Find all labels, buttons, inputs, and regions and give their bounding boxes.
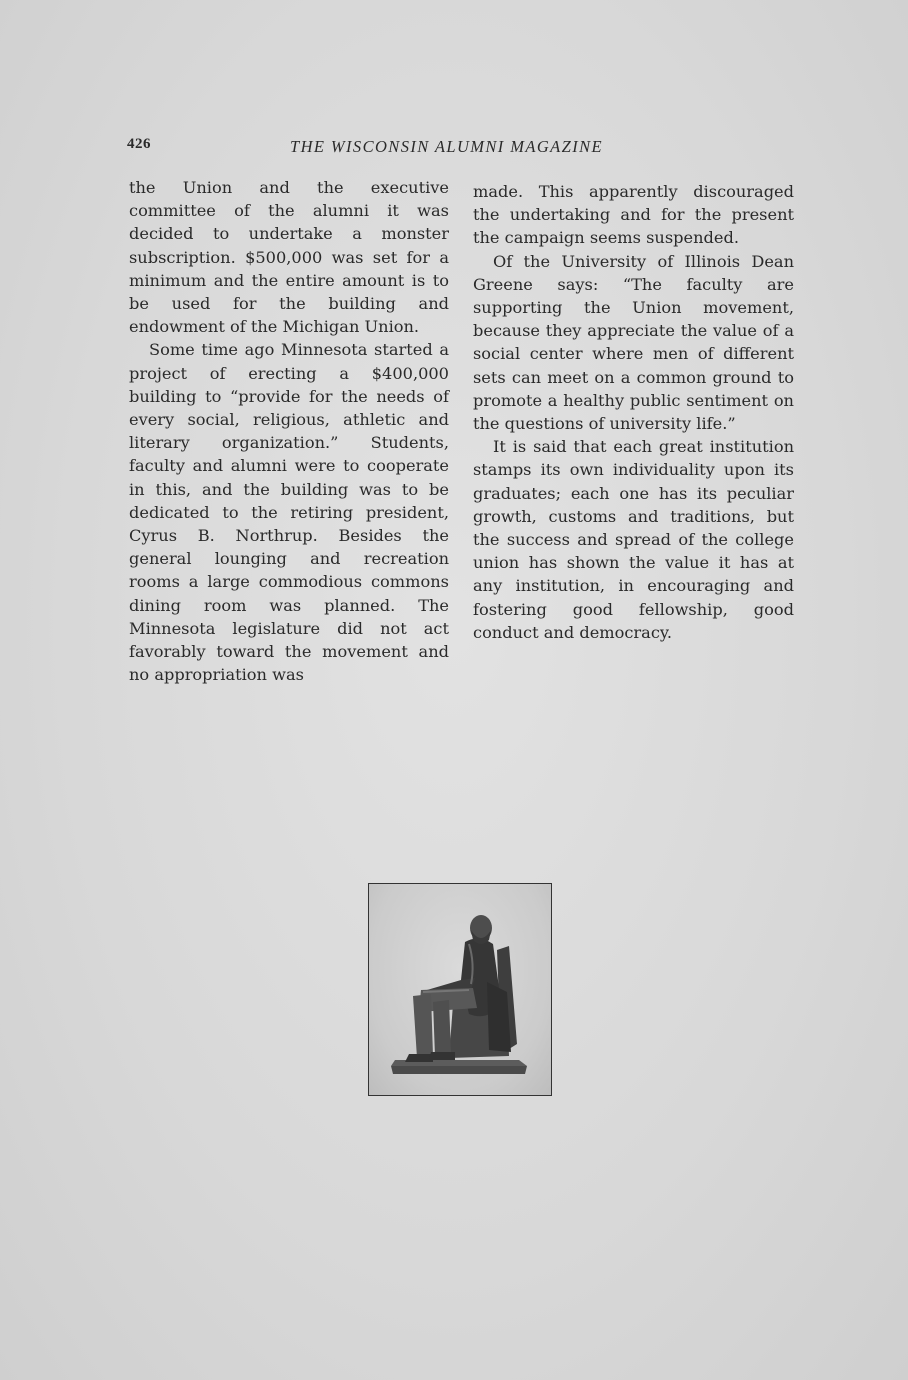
running-head: THE WISCONSIN ALUMNI MAGAZINE — [290, 137, 604, 156]
paragraph: Some time ago Minnesota started a project of erecting a $400,000 building to “provide for the needs of every social, religious, athletic and literary organization.” Students, faculty and alumni were to cooperate in this, and the building was to be dedicated to the retiring president, Cyrus B. Northrup. Besides the general lounging and recreation rooms a large commodious commons dining room was planned. The Minnesota legislature did not act favorably toward the movement and no appropriation was — [129, 340, 449, 685]
paragraph: the Union and the executive committee of the alumni it was decided to undertake a monster subscription. $500,000 was set for a minimum and the entire amount is to be used for the building and endowment of the Michigan Union. — [129, 178, 449, 337]
paragraph: made. This apparently discouraged the undertaking and for the present the campaign seems suspended. — [473, 182, 794, 248]
statue-photograph — [368, 883, 552, 1096]
seated-statue-illustration — [369, 884, 551, 1095]
paragraph: It is said that each great institution stamps its own individuality upon its graduates; each one has its peculiar growth, customs and traditions, but the success and spread of the college union has shown the value it has at any institution, in encouraging and fostering good fellowship, good conduct and democracy. — [473, 437, 794, 642]
paragraph: Of the University of Illinois Dean Greene says: “The faculty are supporting the Union movement, because they appreciate the value of a social center where men of different sets can meet on a common ground to promote a healthy public sentiment on the questions of university life.” — [473, 251, 794, 434]
right-column — [473, 180, 794, 644]
page-number: 426 — [127, 136, 151, 152]
left-column — [129, 176, 449, 686]
